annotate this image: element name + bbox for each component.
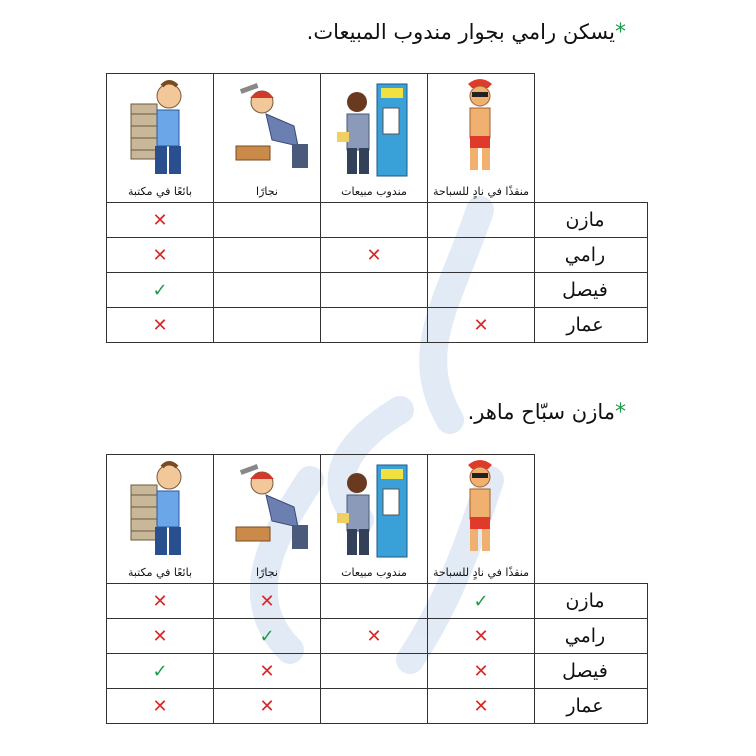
cell-mark[interactable]	[214, 238, 321, 273]
column-bookseller	[107, 455, 214, 584]
column-label: بائعًا في مكتبة	[127, 185, 193, 198]
bookseller-icon	[107, 74, 213, 202]
cell-mark[interactable]: ✕	[321, 238, 428, 273]
cell-mark[interactable]	[214, 273, 321, 308]
table-row	[107, 689, 648, 724]
cell-mark[interactable]	[321, 308, 428, 343]
row-name: رامي	[535, 238, 648, 273]
corner-cell	[535, 74, 648, 203]
carpenter-icon	[214, 74, 320, 202]
salesman-icon	[321, 74, 427, 202]
cell-mark[interactable]	[321, 689, 428, 724]
cell-mark[interactable]: ✕	[214, 584, 321, 619]
cell-mark[interactable]	[214, 308, 321, 343]
cell-mark[interactable]: ✕	[428, 654, 535, 689]
header-row	[107, 74, 648, 203]
table-row	[107, 619, 648, 654]
corner-cell	[535, 455, 648, 584]
column-label: نجارًا	[256, 185, 278, 198]
cell-mark[interactable]: ✕	[428, 689, 535, 724]
carpenter-icon	[214, 455, 320, 583]
cell-mark[interactable]	[321, 203, 428, 238]
row-name: رامي	[535, 619, 648, 654]
logic-grid-2	[106, 454, 648, 724]
column-lifeguard	[428, 74, 535, 203]
cell-mark[interactable]	[321, 273, 428, 308]
table-row	[107, 273, 648, 308]
salesman-icon	[321, 455, 427, 583]
cell-mark[interactable]	[214, 203, 321, 238]
table-row	[107, 238, 648, 273]
cell-mark[interactable]: ✕	[107, 308, 214, 343]
statement-2	[468, 400, 626, 425]
cell-mark[interactable]: ✓	[428, 584, 535, 619]
column-carpenter	[214, 455, 321, 584]
column-label: بائعًا في مكتبة	[127, 566, 193, 579]
row-name: فيصل	[535, 273, 648, 308]
cell-mark[interactable]: ✕	[107, 619, 214, 654]
row-name: عمار	[535, 689, 648, 724]
column-label: نجارًا	[256, 566, 278, 579]
column-salesman	[321, 455, 428, 584]
column-carpenter	[214, 74, 321, 203]
cell-mark[interactable]: ✓	[107, 273, 214, 308]
cell-mark[interactable]: ✓	[107, 654, 214, 689]
bookseller-icon	[107, 455, 213, 583]
row-name: فيصل	[535, 654, 648, 689]
star-bullet: *	[615, 20, 626, 45]
cell-mark[interactable]	[321, 584, 428, 619]
table-row	[107, 584, 648, 619]
table-row	[107, 203, 648, 238]
cell-mark[interactable]: ✕	[428, 619, 535, 654]
column-label: مندوب مبيعات	[341, 185, 407, 198]
table-row	[107, 654, 648, 689]
column-label: مندوب مبيعات	[341, 566, 407, 579]
cell-mark[interactable]: ✕	[214, 689, 321, 724]
table-row	[107, 308, 648, 343]
column-bookseller	[107, 74, 214, 203]
statement-text: يسكن رامي بجوار مندوب المبيعات.	[306, 20, 615, 44]
star-bullet: *	[615, 400, 626, 425]
row-name: مازن	[535, 203, 648, 238]
cell-mark[interactable]: ✕	[214, 654, 321, 689]
row-name: مازن	[535, 584, 648, 619]
column-label: منقذًا في نادٍ للسباحة	[432, 566, 529, 579]
cell-mark[interactable]: ✕	[107, 203, 214, 238]
cell-mark[interactable]	[321, 654, 428, 689]
column-lifeguard	[428, 455, 535, 584]
lifeguard-icon	[428, 455, 534, 583]
cell-mark[interactable]: ✕	[107, 238, 214, 273]
cell-mark[interactable]: ✕	[107, 584, 214, 619]
cell-mark[interactable]: ✓	[214, 619, 321, 654]
statement-text: مازن سبّاح ماهر.	[467, 400, 615, 424]
row-name: عمار	[535, 308, 648, 343]
cell-mark[interactable]	[428, 238, 535, 273]
column-salesman	[321, 74, 428, 203]
lifeguard-icon	[428, 74, 534, 202]
statement-1	[307, 20, 626, 45]
column-label: منقذًا في نادٍ للسباحة	[432, 185, 529, 198]
logic-grid-1	[106, 73, 648, 343]
cell-mark[interactable]	[428, 273, 535, 308]
cell-mark[interactable]: ✕	[107, 689, 214, 724]
header-row	[107, 455, 648, 584]
cell-mark[interactable]	[428, 203, 535, 238]
cell-mark[interactable]: ✕	[321, 619, 428, 654]
cell-mark[interactable]: ✕	[428, 308, 535, 343]
